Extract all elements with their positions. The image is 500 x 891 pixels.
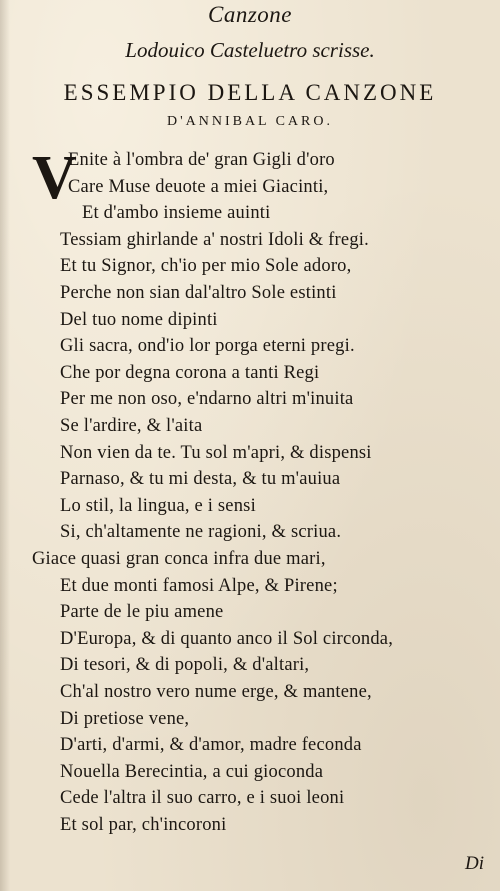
verse-line: Care Muse deuote a miei Giacinti, bbox=[68, 176, 329, 197]
verse-line: D'arti, d'armi, & d'amor, madre feconda bbox=[60, 735, 362, 756]
catchword: Di bbox=[465, 853, 484, 874]
verse-line: Enite à l'ombra de' gran Gigli d'oro bbox=[68, 150, 335, 170]
verse-line: Et tu Signor, ch'io per mio Sole adoro, bbox=[60, 256, 352, 277]
verse-line: Cede l'altra il suo carro, e i suoi leoni bbox=[60, 788, 345, 809]
verse-line: Parte de le piu amene bbox=[60, 602, 224, 623]
verse-line: Et d'ambo insieme auinti bbox=[82, 203, 271, 224]
verse-line: Del tuo nome dipinti bbox=[60, 309, 218, 330]
verse-line: Per me non oso, e'ndarno altri m'inuita bbox=[60, 389, 354, 410]
verse-line: Di pretiose vene, bbox=[60, 708, 190, 729]
verse-line: Perche non sian dal'altro Sole estinti bbox=[60, 283, 337, 303]
verse-line: Nouella Berecintia, a cui gioconda bbox=[60, 761, 324, 782]
verse-line: Et due monti famosi Alpe, & Pirene; bbox=[60, 575, 338, 596]
attribution-line: Lodouico Casteluetro scrisse. bbox=[125, 38, 375, 62]
running-head: Canzone bbox=[208, 2, 292, 27]
verse-line: Se l'ardire, & l'aita bbox=[60, 416, 203, 436]
poem-author: D'ANNIBAL CARO. bbox=[166, 114, 333, 129]
verse-line: Ch'al nostro vero nume erge, & mantene, bbox=[60, 682, 372, 702]
poem-title: ESSEMPIO DELLA CANZONE bbox=[63, 80, 437, 105]
verse-line: D'Europa, & di quanto anco il Sol circonda, bbox=[60, 628, 394, 649]
verse-line: Giace quasi gran conca infra due mari, bbox=[32, 549, 326, 569]
verse-line: Gli sacra, ond'io lor porga eterni pregi. bbox=[60, 336, 355, 357]
drop-cap: V bbox=[32, 144, 77, 212]
verse-line: Si, ch'altamente ne ragioni, & scriua. bbox=[60, 522, 342, 543]
verse-line: Che por degna corona a tanti Regi bbox=[60, 362, 320, 383]
verse-line: Di tesori, & di popoli, & d'altari, bbox=[60, 655, 310, 676]
verse-line: Parnaso, & tu mi desta, & tu m'auiua bbox=[60, 469, 341, 490]
verse-line: Lo stil, la lingua, e i sensi bbox=[60, 495, 256, 516]
verse-line: Et sol par, ch'incoroni bbox=[60, 815, 227, 835]
verse-line: Non vien da te. Tu sol m'apri, & dispensi bbox=[60, 442, 372, 463]
verse-line: Tessiam ghirlande a' nostri Idoli & fregi. bbox=[60, 229, 369, 250]
gutter-shadow bbox=[0, 0, 10, 891]
